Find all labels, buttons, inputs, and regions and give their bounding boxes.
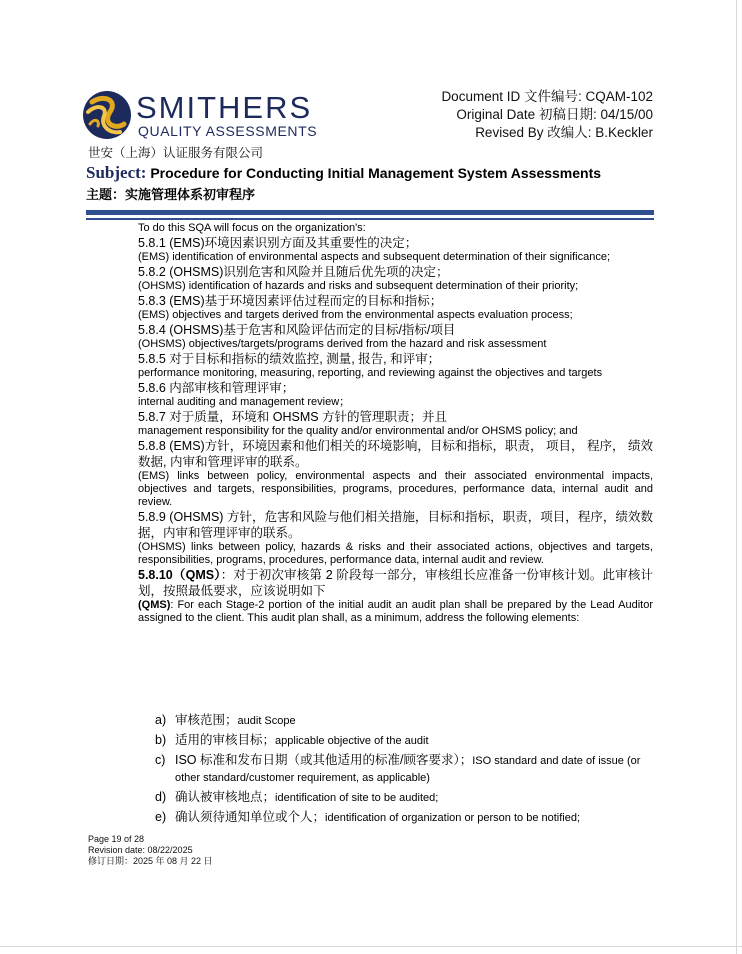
original-date: Original Date 初稿日期: 04/15/00 [456,107,653,122]
logo-subtitle: QUALITY ASSESSMENTS [138,123,318,139]
list-item-cn: 适用的审核目标； [175,733,276,747]
list-item-cn: ISO 标准和发布日期（或其他适用的标准/顾客要求）； [175,753,473,767]
list-marker: e) [155,810,167,824]
audit-plan-list [155,712,653,829]
list-marker: c) [155,753,166,767]
list-marker: b) [155,733,167,747]
list-item-en: applicable objective of the audit [275,735,429,747]
list-item [155,752,653,786]
logo-mark-icon [82,90,132,140]
item-english: (EMS) identification of environmental aspects and subsequent determination of their significance; [138,251,611,263]
list-item [155,789,653,806]
list-item-cn: 确认被审核地点； [175,790,276,804]
header-rule-thick [86,210,654,215]
item-heading: 5.8.7 对于质量，环境和 OHSMS 方针的管理职责；并且 [138,410,448,424]
list-item-cn: 审核范围； [175,713,238,727]
item-10-label: (QMS) [138,599,171,611]
item-heading: 5.8.1 (EMS)环境因素识别方面及其重要性的决定； [138,236,418,250]
item-heading: 5.8.9 (OHSMS) 方针，危害和风险与他们相关措施，目标和指标，职责，项目，程序，绩效数据，内审和管理评审的联系。 [138,510,653,540]
logo-name: SMITHERS [136,90,313,125]
page-footer [88,834,213,867]
header-rule-thin [86,218,654,220]
list-item [155,712,653,729]
item-english: management responsibility for the quality and/or environmental and/or OHSMS policy; and [138,425,578,437]
item-english: (EMS) objectives and targets derived from the environmental aspects evaluation process; [138,309,573,321]
subject-line [86,163,601,183]
item-heading: 5.8.4 (OHSMS)基于危害和风险评估而定的目标/指标/项目 [138,323,456,337]
list-item-en: identification of site to be audited; [275,792,439,804]
document-info [441,88,653,142]
company-logo [82,90,326,142]
item-10-cn: ：对于初次审核第 2 阶段每一部分，审核组长应准备一份审核计划。此审核计划，按照最低要求，应该说明如下 [138,568,654,598]
revised-by: Revised By 改编人: B.Keckler [475,125,653,140]
revision-date: Revision date: 08/22/2025 [88,845,193,855]
item-english: (EMS) links between policy, environmental aspects and their associated environmental impacts, objectives and targets, responsibilities, programs, procedures, performance data, internal audit and review. [138,470,653,508]
list-item [155,809,653,826]
page-edge [736,0,737,954]
document-id: Document ID 文件编号: CQAM-102 [441,89,653,104]
subject-text: Procedure for Conducting Initial Management System Assessments [150,165,602,181]
item-10-heading [138,567,653,599]
body-text [138,222,653,625]
intro-text: To do this SQA will focus on the organization's: [138,222,366,234]
list-item-en: audit Scope [237,715,296,727]
item-heading: 5.8.2 (OHSMS)识别危害和风险并且随后优先项的决定； [138,265,449,279]
item-heading: 5.8.6 内部审核和管理评审； [138,381,295,395]
item-english: internal auditing and management review； [138,396,351,408]
item-english: (OHSMS) objectives/targets/programs derived from the hazard and risk assessment [138,338,547,350]
item-10-en-text: : For each Stage-2 portion of the initial audit an audit plan shall be prepared by the Lead Auditor assigned to the client. This audit plan shall, as a minimum, address the following elements: [138,599,653,624]
list-item-en: ISO standard and date of issue (or other standard/customer requirement, as applicable) [175,755,641,784]
list-item [155,732,653,749]
list-marker: d) [155,790,167,804]
item-heading: 5.8.8 (EMS)方针，环境因素和他们相关的环境影响，目标和指标，职责， 项目， 程序， 绩效数据, 内审和管理评审的联系。 [138,439,653,469]
item-heading: 5.8.5 对于目标和指标的绩效监控, 测量, 报告, 和评审； [138,352,441,366]
subject-cn: 主题：实施管理体系初审程序 [86,187,256,202]
item-10-number: 5.8.10（QMS） [138,568,221,582]
subject-label: Subject: [86,163,147,182]
company-name-cn: 世安（上海）认证服务有限公司 [88,146,264,160]
list-item-cn: 确认须待通知单位或个人； [175,810,326,824]
page-edge [0,946,742,947]
item-english: (OHSMS) identification of hazards and risks and subsequent determination of their priority; [138,280,579,292]
item-heading: 5.8.3 (EMS)基于环境因素评估过程而定的目标和指标； [138,294,443,308]
list-item-en: identification of organization or person to be notified; [325,812,581,824]
revision-date-cn: 修订日期：2025 年 08 月 22 日 [88,856,213,866]
page-number: Page 19 of 28 [88,834,145,844]
item-10-english [138,599,653,625]
list-marker: a) [155,713,167,727]
item-english: (OHSMS) links between policy, hazards & risks and their associated actions, objectives and targets, responsibilities, programs, procedures, performance data, internal audit and review. [138,541,653,566]
item-english: performance monitoring, measuring, reporting, and reviewing against the objectives and targets [138,367,603,379]
